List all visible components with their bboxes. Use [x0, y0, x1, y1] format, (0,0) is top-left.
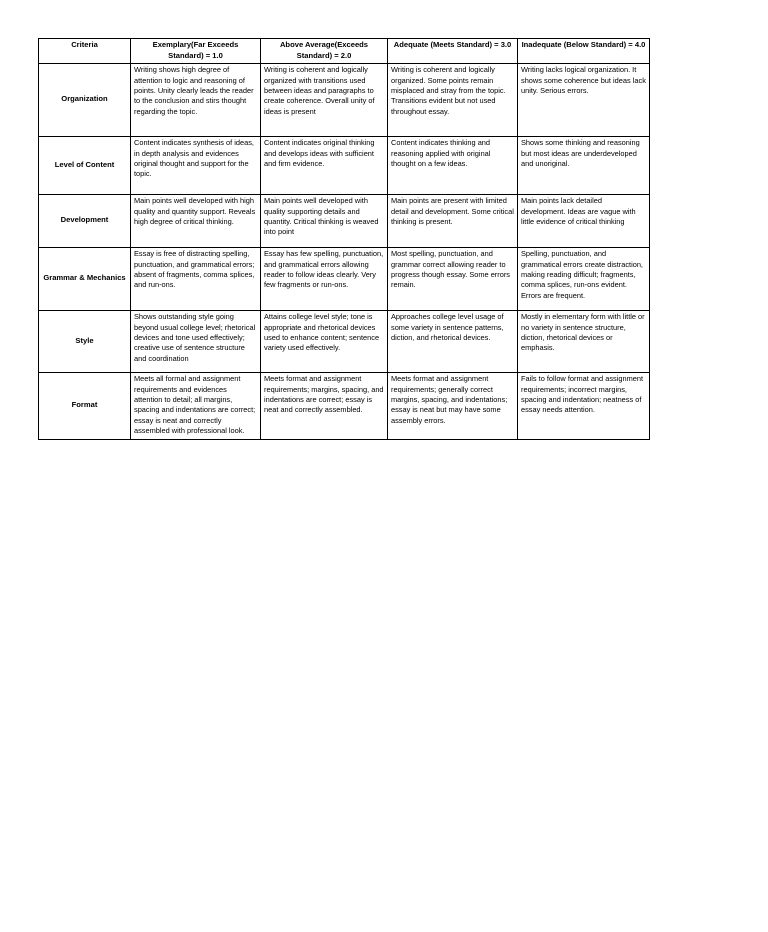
table-cell: Shows some thinking and reasoning but most ideas are underdeveloped and unoriginal. — [518, 137, 650, 195]
table-row — [39, 195, 650, 248]
table-cell: Essay has few spelling, punctuation, and grammatical errors allowing reader to follow ideas clearly. Very few fragments or run-ons. — [261, 248, 388, 311]
table-cell: Essay is free of distracting spelling, punctuation, and grammatical errors; absent of fragments, comma splices, and run-ons. — [131, 248, 261, 311]
table-cell: Fails to follow format and assignment requirements; incorrect margins, spacing and indentation; neatness of essay needs attention. — [518, 373, 650, 439]
table-row — [39, 137, 650, 195]
table-cell: Content indicates thinking and reasoning applied with original thought on a few ideas. — [388, 137, 518, 195]
criterion-label: Format — [39, 373, 131, 439]
table-cell: Writing lacks logical organization. It shows some coherence but ideas lack unity. Serious errors. — [518, 64, 650, 137]
criterion-label: Style — [39, 311, 131, 373]
table-cell: Most spelling, punctuation, and grammar correct allowing reader to progress though essay. Some errors remain. — [388, 248, 518, 311]
table-row — [39, 64, 650, 137]
table-cell: Mostly in elementary form with little or no variety in sentence structure, diction, rhetorical devices or emphasis. — [518, 311, 650, 373]
table-row — [39, 248, 650, 311]
header-adequate: Adequate (Meets Standard) = 3.0 — [388, 39, 518, 64]
table-cell: Shows outstanding style going beyond usual college level; rhetorical devices and tone used effectively; creative use of sentence structure and coordination — [131, 311, 261, 373]
table-cell: Approaches college level usage of some variety in sentence patterns, diction, and rhetorical devices. — [388, 311, 518, 373]
table-cell: Content indicates original thinking and develops ideas with sufficient and firm evidence. — [261, 137, 388, 195]
table-cell: Writing is coherent and logically organized with transitions used between ideas and paragraphs to create coherence. Overall unity of ideas is present — [261, 64, 388, 137]
table-row — [39, 373, 650, 439]
criterion-label: Organization — [39, 64, 131, 137]
table-cell: Main points lack detailed development. Ideas are vague with little evidence of critical thinking — [518, 195, 650, 248]
table-cell: Main points well developed with quality supporting details and quantity. Critical thinking is weaved into point — [261, 195, 388, 248]
table-cell: Content indicates synthesis of ideas, in depth analysis and evidences original thought and support for the topic. — [131, 137, 261, 195]
header-criteria: Criteria — [39, 39, 131, 64]
table-cell: Main points well developed with high quality and quantity support. Reveals high degree of critical thinking. — [131, 195, 261, 248]
rubric-table — [38, 38, 650, 440]
table-cell: Meets all formal and assignment requirements and evidences attention to detail; all margins, spacing and indentations are correct; essay is neat and correctly assembled with professional look. — [131, 373, 261, 439]
table-cell: Attains college level style; tone is appropriate and rhetorical devices used to enhance content; sentence variety used effectively. — [261, 311, 388, 373]
table-cell: Meets format and assignment requirements; generally correct margins, spacing, and indentations; essay is neat but may have some assembly errors. — [388, 373, 518, 439]
criterion-label: Level of Content — [39, 137, 131, 195]
table-cell: Main points are present with limited detail and development. Some critical thinking is present. — [388, 195, 518, 248]
header-row — [39, 39, 650, 64]
header-above-average: Above Average(Exceeds Standard) = 2.0 — [261, 39, 388, 64]
table-row — [39, 311, 650, 373]
table-cell: Spelling, punctuation, and grammatical errors create distraction, making reading difficult; fragments, comma splices, run-ons evident. Errors are frequent. — [518, 248, 650, 311]
header-inadequate: Inadequate (Below Standard) = 4.0 — [518, 39, 650, 64]
criterion-label: Development — [39, 195, 131, 248]
table-cell: Meets format and assignment requirements; margins, spacing, and indentations are correct; essay is neat and correctly assembled. — [261, 373, 388, 439]
table-cell: Writing shows high degree of attention to logic and reasoning of points. Unity clearly leads the reader to the conclusion and stirs thought regarding the topic. — [131, 64, 261, 137]
criterion-label: Grammar & Mechanics — [39, 248, 131, 311]
table-cell: Writing is coherent and logically organized. Some points remain misplaced and stray from the topic. Transitions evident but not used throughout essay. — [388, 64, 518, 137]
header-exemplary: Exemplary(Far Exceeds Standard) = 1.0 — [131, 39, 261, 64]
